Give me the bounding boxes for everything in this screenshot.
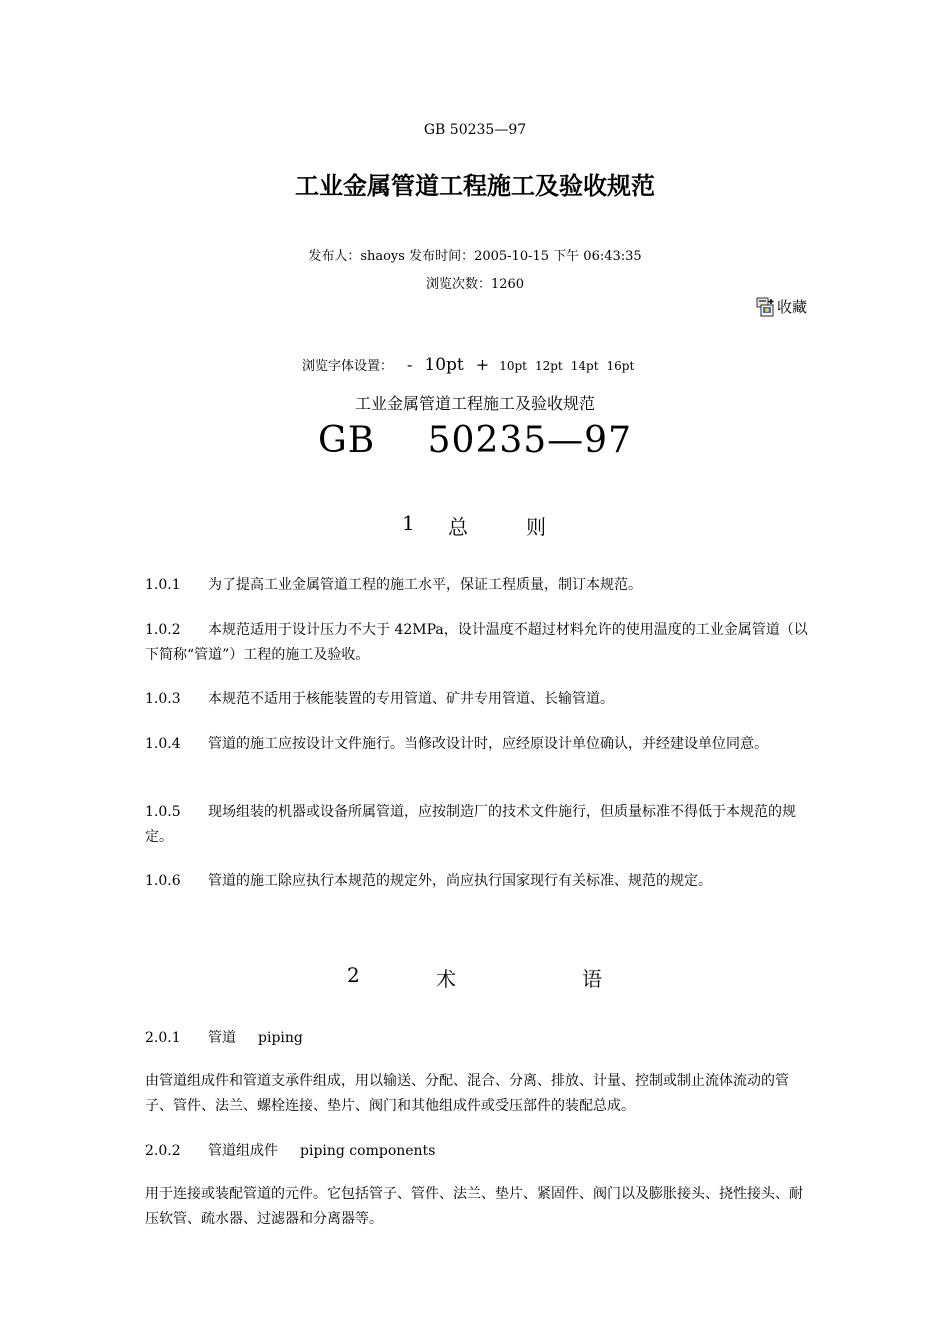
font-increase-button[interactable]: + xyxy=(475,355,490,374)
font-setting-label: 浏览字体设置： xyxy=(302,359,394,374)
font-option-16pt[interactable]: 16pt xyxy=(606,359,635,373)
term-english: piping components xyxy=(300,1143,436,1159)
term-definition: 由管道组成件和管道支承件组成，用以输送、分配、混合、分离、排放、计量、控制或制止流体流动的管子、管件、法兰、螺栓连接、垫片、阀门和其他组成件或受压部件的装配总成。 xyxy=(145,1073,789,1114)
term-name: 管道组成件 xyxy=(208,1143,278,1159)
clause-text: 本规范适用于设计压力不大于 42MPa，设计温度不超过材料允许的使用温度的工业金属管道（以下简称“管道”）工程的施工及验收。 xyxy=(145,622,808,663)
view-count: 浏览次数：1260 xyxy=(425,277,525,292)
section-title-char: 术 xyxy=(436,967,456,991)
clause xyxy=(145,869,809,894)
standard-code-top: GB 50235—97 xyxy=(423,122,527,138)
font-decrease-button[interactable]: - xyxy=(407,355,413,374)
clause-number: 1.0.2 xyxy=(145,622,181,638)
favorite-label[interactable]: 收藏 xyxy=(776,298,807,316)
document-subtitle: 工业金属管道工程施工及验收规范 xyxy=(354,394,595,413)
page-title: 工业金属管道工程施工及验收规范 xyxy=(295,172,655,200)
clause-text: 为了提高工业金属管道工程的施工水平，保证工程质量，制订本规范。 xyxy=(208,577,642,593)
term-heading xyxy=(145,1026,809,1051)
section-title-char: 总 xyxy=(448,515,468,539)
section-title-char: 语 xyxy=(582,967,602,991)
term-heading xyxy=(145,1139,809,1164)
section-number: 1 xyxy=(402,511,415,535)
clause xyxy=(145,800,809,850)
clause xyxy=(145,732,809,757)
term-english: piping xyxy=(258,1030,303,1046)
font-current-size: 10pt xyxy=(424,355,464,375)
section-title-char: 则 xyxy=(526,515,546,539)
clause-text: 管道的施工除应执行本规范的规定外，尚应执行国家现行有关标准、规范的规定。 xyxy=(208,873,712,889)
clause xyxy=(145,618,809,668)
font-option-10pt[interactable]: 10pt xyxy=(499,359,527,373)
font-option-12pt[interactable]: 12pt xyxy=(534,359,563,373)
term-name: 管道 xyxy=(208,1030,236,1046)
standard-code-large: GB 50235—97 xyxy=(318,420,632,461)
term-number: 2.0.2 xyxy=(145,1143,181,1159)
clause-number: 1.0.1 xyxy=(145,577,181,593)
favorite-button[interactable] xyxy=(756,296,807,317)
font-size-setting xyxy=(302,355,642,375)
clause-number: 1.0.6 xyxy=(145,873,181,889)
clause-number: 1.0.4 xyxy=(145,736,181,752)
add-favorite-icon[interactable] xyxy=(756,297,776,317)
clause-text: 管道的施工应按设计文件施行。当修改设计时，应经原设计单位确认，并经建设单位同意。 xyxy=(208,736,768,752)
term-definition: 用于连接或装配管道的元件。它包括管子、管件、法兰、垫片、紧固件、阀门以及膨胀接头、挠性接头、耐压软管、疏水器、过滤器和分离器等。 xyxy=(145,1186,803,1227)
publish-info: 发布人：shaoys 发布时间：2005-10-15 下午 06:43:35 xyxy=(308,249,642,264)
clause xyxy=(145,573,809,598)
term-number: 2.0.1 xyxy=(145,1030,181,1046)
clause-number: 1.0.5 xyxy=(145,804,181,820)
clause-text: 现场组装的机器或设备所属管道，应按制造厂的技术文件施行，但质量标准不得低于本规范的规定。 xyxy=(145,804,796,845)
section-number: 2 xyxy=(347,963,360,987)
clause-number: 1.0.3 xyxy=(145,691,181,707)
clause-text: 本规范不适用于核能装置的专用管道、矿井专用管道、长输管道。 xyxy=(208,691,614,707)
font-option-14pt[interactable]: 14pt xyxy=(570,359,599,373)
clause xyxy=(145,687,809,712)
